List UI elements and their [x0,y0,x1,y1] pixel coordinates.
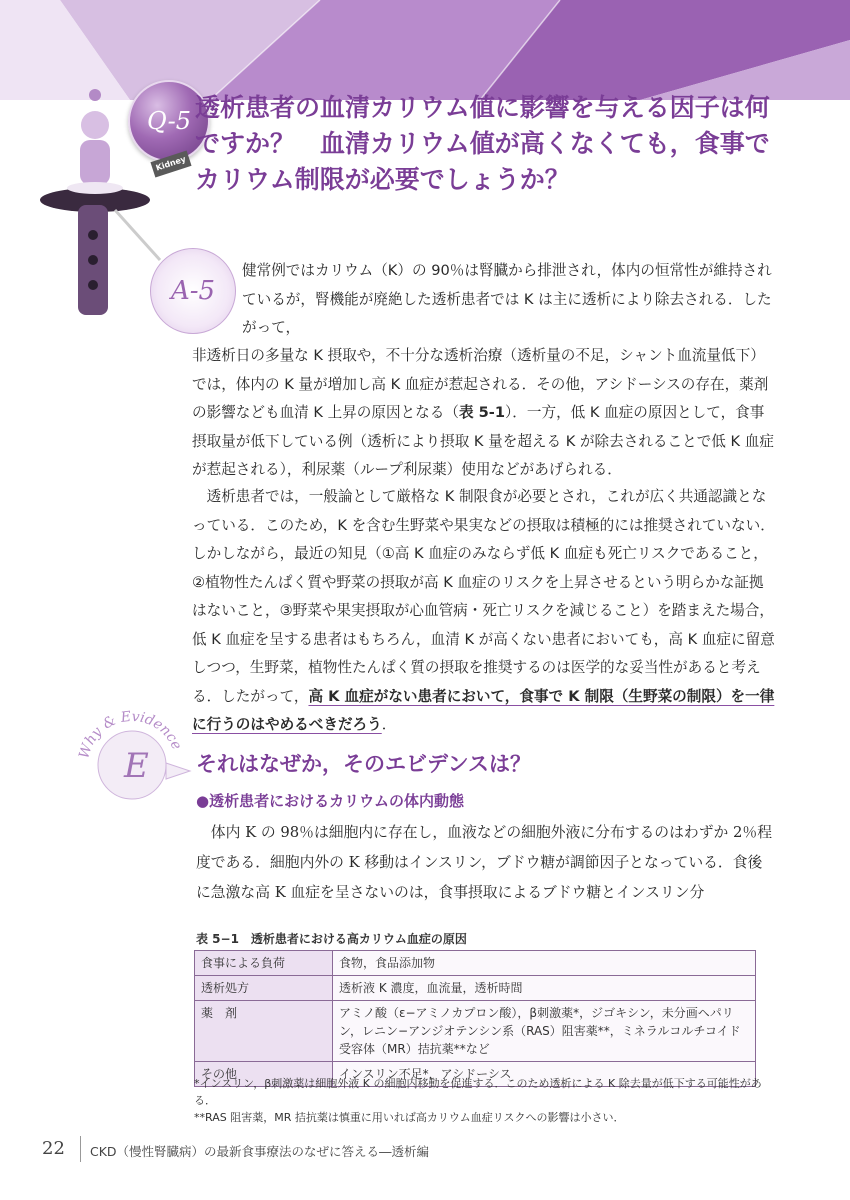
evidence-badge-center: E [124,746,149,786]
table-row-value: アミノ酸（ε−アミノカプロン酸），β刺激薬*，ジゴキシン，未分画ヘパリン，レニン−アンジオテンシン系（RAS）阻害薬**，ミネラルコルチコイド受容体（MR）拮抗薬**など [333,1001,756,1062]
table-reference: 表 5-1 [458,404,505,421]
table-row-key: 食事による負荷 [195,951,333,976]
answer-paragraph-2-end: ． [381,716,397,733]
table-row [195,951,756,976]
answer-paragraph-1-text-a: 非透析日の多量な K 摂取や，不十分な透析治療（透析量の不足，シャント血流量低下）では，体内の K 量が増加し高 K 血症が惹起される．その他，アシドーシスの存在，薬剤の影響なども血清 K 上昇の原因となる（ [192,347,769,421]
table-footnotes [194,1075,764,1126]
footer-divider [80,1136,81,1162]
running-title: CKD（慢性腎臓病）の最新食事療法のなぜに答える―透析編 [90,1144,430,1159]
answer-paragraph-1-text-b: ）．一方，低 K 血症の原因として，食事摂取量が低下している例（透析により摂取 K 量を超える K が除去されることで低 K 血症が惹起される），利尿薬（ループ利尿薬）使用などがあげられる． [192,404,774,478]
answer-number: A-5 [170,276,216,306]
question-title: 透析患者の血清カリウム値に影響を与える因子は何ですか？ 血清カリウム値が高くなくても，食事でカリウム制限が必要でしょうか？ [195,93,770,194]
kidney-tag: Kidney [150,151,191,178]
table-row-key: 透析処方 [195,976,333,1001]
table-row-key: その他 [195,1062,333,1087]
table-footnote-2: **RAS 阻害薬，MR 拮抗薬は慎重に用いれば高カリウム血症リスクへの影響は小さい． [194,1111,625,1124]
hyperkalemia-causes-table [194,950,756,1087]
evidence-badge [72,705,192,825]
answer-paragraph-2 [192,483,777,740]
table-row [195,976,756,1001]
evidence-badge-ring-text: Why & Evidence [76,708,185,761]
table-footnote-1: *インスリン，β刺激薬は細胞外液 K の細胞内移動を促進する．このため透析による K 除去量が低下する可能性がある． [194,1077,762,1107]
page-number: 22 [42,1138,65,1159]
evidence-paragraph: 体内 K の 98％は細胞内に存在し，血液などの細胞外液に分布するのはわずか 2％程度である．細胞内外の K 移動はインスリン，ブドウ糖が調節因子となっている．食後に急激な高 K 血症を呈さないのは，食事摂取によるブドウ糖とインスリン分 [196,824,773,901]
evidence-heading: それはなぜか，そのエビデンスは？ [196,752,531,776]
answer-paragraph-2-text: 透析患者では，一般論として厳格な K 制限食が必要とされ，これが広く共通認識となっている．このため，K を含む生野菜や果実などの摂取は積極的には推奨されていない．しかしながら，最近の知見（①高 K 血症のみならず低 K 血症も死亡リスクであること，②植物性たんぱく質や野菜の摂取が高 K 血症のリスクを上昇させるという明らかな証拠はないこと，③野菜や果実摂取が心血管病・死亡リスクを減じること）を踏まえた場合，低 K 血症を呈する患者はもちろん，血清 K が高くない患者においても，高 K 血症に留意しつつ，生野菜，植物性たんぱく質の摂取を推奨するのは医学的な妥当性があると考える．したがって， [192,488,775,705]
table-caption: 表 5−1 透析患者における高カリウム血症の原因 [196,932,467,946]
answer-paragraph-1 [192,342,777,485]
table-row-value: 食物，食品添加物 [333,951,756,976]
table-row [195,1001,756,1062]
evidence-subheading: ●透析患者におけるカリウムの体内動態 [196,792,464,810]
table-row-value: インスリン不足*，アシドーシス [333,1062,756,1087]
table-row-key: 薬 剤 [195,1001,333,1062]
question-number: Q-5 [147,107,191,135]
answer-number-badge [150,248,236,334]
answer-lead-paragraph: 健常例ではカリウム（K）の 90％は腎臓から排泄され，体内の恒常性が維持されているが，腎機能が廃絶した透析患者では K は主に透析により除去される．したがって， [242,262,772,336]
table-row-value: 透析液 K 濃度，血流量，透析時間 [333,976,756,1001]
answer-conclusion-emphasis: 高 K 血症がない患者において，食事で K 制限（生野菜の制限）を一律に行うのはやめるべきだろう [192,687,775,733]
